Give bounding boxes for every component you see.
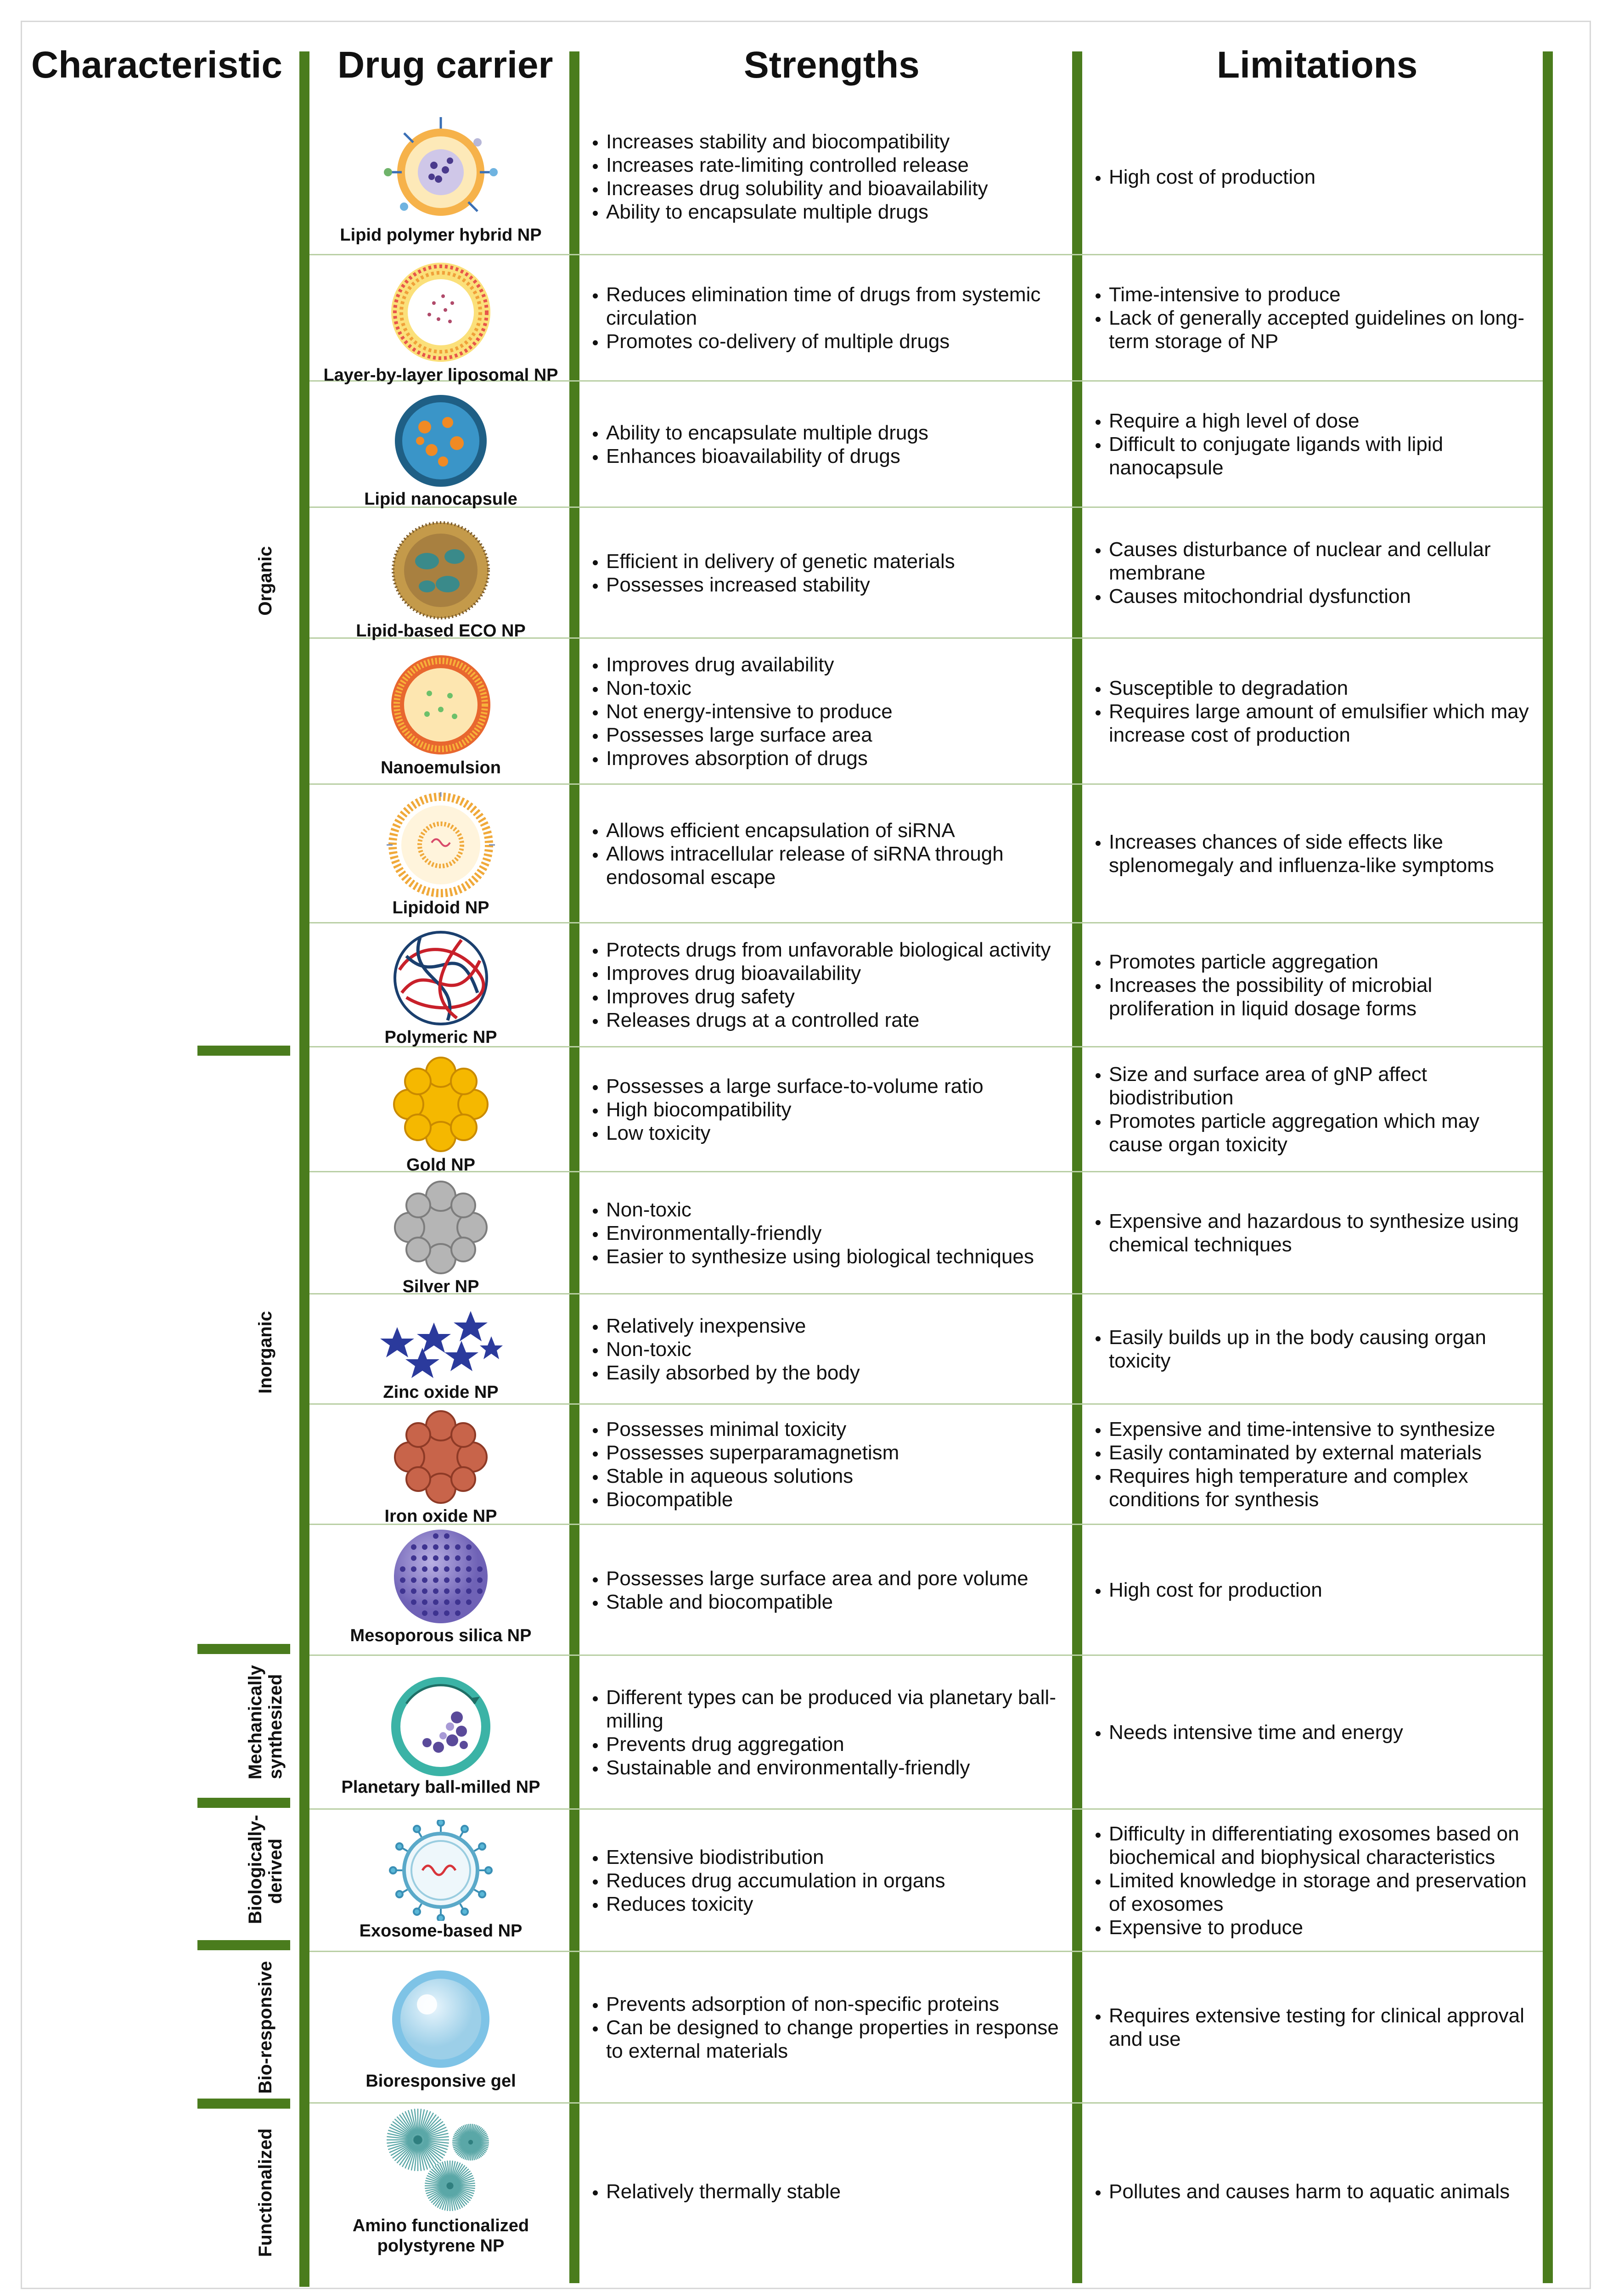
bullet-list (1086, 283, 1538, 353)
strengths-cell (583, 507, 1068, 638)
bullet-list (583, 1075, 1068, 1145)
carrier-lipid-polymer-hybrid-np (305, 115, 576, 245)
header-limitations: Limitations (1217, 44, 1418, 86)
bullet-list (1086, 1721, 1538, 1744)
lipidoid-np-icon (386, 792, 496, 898)
carrier-gold-np (305, 1054, 576, 1175)
strengths-cell (583, 1294, 1068, 1404)
bullet-item: • Different types can be produced via planetary ball-milling (606, 1686, 1068, 1733)
limitations-cell (1086, 507, 1538, 638)
carrier-label: Lipid-based ECO NP (356, 621, 526, 641)
bullet-item: • Lack of generally accepted guidelines on long-term storage of NP (1109, 306, 1538, 353)
carrier-label: Lipid nanocapsule (364, 490, 517, 509)
limitations-cell (1086, 1809, 1538, 1952)
bullet-list (583, 1846, 1068, 1916)
bullet-item: • Improves drug bioavailability (606, 962, 1068, 985)
bullet-list (583, 1686, 1068, 1779)
bullet-list (583, 1314, 1068, 1384)
amino-functionalized-polystyrene-np-icon (381, 2105, 500, 2216)
lipid-nanocapsule-icon (388, 393, 494, 489)
limitations-cell (1086, 1952, 1538, 2103)
bullet-item: • Can be designed to change properties in response to external materials (606, 2016, 1068, 2063)
bullet-item: • Relatively thermally stable (606, 2180, 1068, 2203)
bullet-item: • Easily absorbed by the body (606, 1361, 1068, 1384)
category-separator-1 (197, 1046, 290, 1056)
bullet-item: • Allows intracellular release of siRNA through endosomal escape (606, 842, 1068, 889)
limitations-cell (1086, 99, 1538, 255)
bullet-item: • Protects drugs from unfavorable biological activity (606, 938, 1068, 962)
bullet-item: • Needs intensive time and energy (1109, 1721, 1538, 1744)
column-divider-3 (1072, 51, 1082, 2283)
polymeric-np-icon (388, 929, 494, 1027)
bullet-list (1086, 1063, 1538, 1156)
bullet-item: • Non-toxic (606, 1338, 1068, 1361)
gold-np-icon (388, 1054, 494, 1155)
bullet-list (583, 130, 1068, 224)
bullet-list (583, 653, 1068, 770)
layer-by-layer-liposomal-np-icon (383, 259, 498, 365)
strengths-cell (583, 1655, 1068, 1809)
bullet-item: • Non-toxic (606, 1198, 1068, 1221)
category-label-organic: Organic (255, 546, 275, 616)
bullet-list (583, 550, 1068, 597)
bullet-item: • Requires extensive testing for clinical approval and use (1109, 2004, 1538, 2051)
strengths-cell (583, 99, 1068, 255)
planetary-ball-milled-np-icon (388, 1676, 494, 1777)
carrier-nanoemulsion (305, 652, 576, 778)
bullet-item: • Easily builds up in the body causing organ toxicity (1109, 1326, 1538, 1373)
strengths-cell (583, 1047, 1068, 1172)
bullet-item: • Efficient in delivery of genetic materials (606, 550, 1068, 573)
strengths-cell (583, 1404, 1068, 1525)
bullet-item: • Increases rate-limiting controlled release (606, 153, 1068, 177)
bullet-item: • Ability to encapsulate multiple drugs (606, 200, 1068, 224)
limitations-cell (1086, 255, 1538, 381)
strengths-cell (583, 381, 1068, 507)
bullet-list (1086, 676, 1538, 747)
carrier-amino-functionalized-polystyrene-np (305, 2105, 576, 2256)
category-label-functionalized: Functionalized (255, 2128, 275, 2257)
limitations-cell (1086, 784, 1538, 923)
category-label-biologically-derived: Biologically-derived (245, 1815, 286, 1924)
carrier-bioresponsive-gel (305, 1968, 576, 2091)
bullet-item: • Biocompatible (606, 1488, 1068, 1511)
bullet-item: • Possesses large surface area and pore volume (606, 1567, 1068, 1590)
bullet-item: • Limited knowledge in storage and preservation of exosomes (1109, 1869, 1538, 1916)
bullet-item: • Promotes particle aggregation which may cause organ toxicity (1109, 1109, 1538, 1156)
carrier-layer-by-layer-liposomal-np (305, 259, 576, 385)
header-characteristic: Characteristic (31, 44, 282, 86)
bullet-item: • Increases drug solubility and bioavailability (606, 177, 1068, 200)
bullet-item: • Require a high level of dose (1109, 409, 1538, 433)
bullet-item: • Enhances bioavailability of drugs (606, 445, 1068, 468)
bullet-item: • Extensive biodistribution (606, 1846, 1068, 1869)
bullet-list (583, 283, 1068, 353)
bullet-item: • Increases stability and biocompatibility (606, 130, 1068, 153)
bullet-item: • Expensive and hazardous to synthesize using chemical techniques (1109, 1210, 1538, 1256)
carrier-label: Polymeric NP (384, 1028, 497, 1047)
category-label-bio-responsive: Bio-responsive (255, 1961, 275, 2094)
bullet-list (1086, 1822, 1538, 1939)
limitations-cell (1086, 1294, 1538, 1404)
bullet-item: • Not energy-intensive to produce (606, 700, 1068, 723)
strengths-cell (583, 255, 1068, 381)
bullet-list (583, 2180, 1068, 2203)
bullet-item: • Difficulty in differentiating exosomes based on biochemical and biophysical characteristics (1109, 1822, 1538, 1869)
bullet-list (1086, 1210, 1538, 1256)
carrier-planetary-ball-milled-np (305, 1676, 576, 1797)
bullet-item: • Causes disturbance of nuclear and cellular membrane (1109, 538, 1538, 585)
bullet-item: • Possesses superparamagnetism (606, 1441, 1068, 1464)
bullet-list (1086, 409, 1538, 479)
bullet-list (1086, 1578, 1538, 1602)
carrier-label: Exosome-based NP (359, 1921, 523, 1941)
bullet-list (1086, 538, 1538, 608)
category-separator-3 (197, 1798, 290, 1808)
bullet-list (583, 1567, 1068, 1614)
header-strengths: Strengths (744, 44, 920, 86)
nanoemulsion-icon (386, 652, 496, 758)
strengths-cell (583, 638, 1068, 784)
bullet-item: • High cost of production (1109, 165, 1538, 189)
bullet-list (1086, 830, 1538, 877)
bullet-item: • Prevents adsorption of non-specific proteins (606, 1992, 1068, 2016)
silver-np-icon (388, 1178, 494, 1277)
carrier-label: Lipidoid NP (392, 898, 489, 917)
carrier-mesoporous-silica-np (305, 1527, 576, 1646)
strengths-cell (583, 1172, 1068, 1294)
carrier-lipidoid-np (305, 792, 576, 918)
limitations-cell (1086, 2103, 1538, 2280)
bullet-list (583, 1992, 1068, 2063)
lipid-based-eco-np-icon (386, 520, 496, 621)
bullet-item: • Improves absorption of drugs (606, 747, 1068, 770)
bullet-item: • High cost for production (1109, 1578, 1538, 1602)
bullet-item: • Reduces elimination time of drugs from systemic circulation (606, 283, 1068, 330)
carrier-label: Amino functionalized polystyrene NP (352, 2216, 529, 2256)
bullet-item: • Increases the possibility of microbial proliferation in liquid dosage forms (1109, 974, 1538, 1020)
zinc-oxide-np-icon (379, 1304, 503, 1382)
carrier-label: Lipid polymer hybrid NP (340, 225, 542, 245)
limitations-cell (1086, 1047, 1538, 1172)
strengths-cell (583, 1525, 1068, 1655)
bullet-list (1086, 2004, 1538, 2051)
bullet-list (1086, 1418, 1538, 1511)
carrier-label: Zinc oxide NP (383, 1383, 499, 1402)
limitations-cell (1086, 1172, 1538, 1294)
bullet-item: • Requires high temperature and complex conditions for synthesis (1109, 1464, 1538, 1511)
carrier-zinc-oxide-np (305, 1304, 576, 1402)
bullet-item: • Low toxicity (606, 1121, 1068, 1145)
strengths-cell (583, 1952, 1068, 2103)
carrier-lipid-based-eco-np (305, 520, 576, 641)
bullet-list (1086, 2180, 1538, 2203)
carrier-exosome-based-np (305, 1820, 576, 1941)
bullet-item: • Promotes particle aggregation (1109, 950, 1538, 974)
bullet-list (1086, 1326, 1538, 1373)
bullet-item: • Pollutes and causes harm to aquatic animals (1109, 2180, 1538, 2203)
category-separator-2 (197, 1644, 290, 1654)
bullet-item: • Requires large amount of emulsifier which may increase cost of production (1109, 700, 1538, 747)
bullet-item: • Ability to encapsulate multiple drugs (606, 421, 1068, 445)
strengths-cell (583, 784, 1068, 923)
category-label-inorganic: Inorganic (255, 1311, 275, 1394)
bullet-item: • Time-intensive to produce (1109, 283, 1538, 306)
bullet-list (583, 1418, 1068, 1511)
lipid-polymer-hybrid-np-icon (381, 115, 500, 225)
bullet-list (583, 819, 1068, 889)
bullet-item: • Allows efficient encapsulation of siRNA (606, 819, 1068, 842)
bullet-item: • Improves drug safety (606, 985, 1068, 1008)
bullet-item: • Causes mitochondrial dysfunction (1109, 585, 1538, 608)
bullet-list (583, 1198, 1068, 1268)
bullet-item: • Non-toxic (606, 676, 1068, 700)
bullet-item: • Easier to synthesize using biological techniques (606, 1245, 1068, 1268)
limitations-cell (1086, 381, 1538, 507)
limitations-cell (1086, 923, 1538, 1047)
bullet-item: • Sustainable and environmentally-friendly (606, 1756, 1068, 1779)
carrier-polymeric-np (305, 929, 576, 1047)
limitations-cell (1086, 638, 1538, 784)
carrier-label: Gold NP (406, 1155, 475, 1175)
bullet-item: • Reduces drug accumulation in organs (606, 1869, 1068, 1892)
carrier-label: Nanoemulsion (381, 758, 501, 777)
strengths-cell (583, 1809, 1068, 1952)
column-divider-4 (1543, 51, 1553, 2283)
bullet-list (1086, 165, 1538, 189)
bullet-item: • High biocompatibility (606, 1098, 1068, 1121)
bullet-item: • Environmentally-friendly (606, 1221, 1068, 1245)
bullet-item: • Prevents drug aggregation (606, 1733, 1068, 1756)
exosome-based-np-icon (386, 1820, 496, 1921)
bioresponsive-gel-icon (386, 1968, 496, 2071)
carrier-label: Mesoporous silica NP (350, 1626, 532, 1645)
bullet-item: • Stable in aqueous solutions (606, 1464, 1068, 1488)
bullet-item: • Easily contaminated by external materials (1109, 1441, 1538, 1464)
bullet-item: • Promotes co-delivery of multiple drugs (606, 330, 1068, 353)
category-separator-4 (197, 1940, 290, 1950)
carrier-label: Bioresponsive gel (365, 2071, 516, 2091)
carrier-lipid-nanocapsule (305, 393, 576, 509)
bullet-list (1086, 950, 1538, 1020)
carrier-label: Silver NP (402, 1277, 479, 1296)
bullet-item: • Size and surface area of gNP affect biodistribution (1109, 1063, 1538, 1109)
carrier-label: Iron oxide NP (384, 1507, 497, 1526)
bullet-item: • Possesses large surface area (606, 723, 1068, 747)
carrier-iron-oxide-np (305, 1407, 576, 1526)
bullet-item: • Difficult to conjugate ligands with lipid nanocapsule (1109, 433, 1538, 479)
strengths-cell (583, 2103, 1068, 2280)
bullet-item: • Expensive to produce (1109, 1916, 1538, 1939)
bullet-item: • Reduces toxicity (606, 1892, 1068, 1916)
bullet-item: • Relatively inexpensive (606, 1314, 1068, 1338)
bullet-item: • Possesses minimal toxicity (606, 1418, 1068, 1441)
carrier-label: Planetary ball-milled NP (341, 1778, 540, 1797)
bullet-item: • Improves drug availability (606, 653, 1068, 676)
strengths-cell (583, 923, 1068, 1047)
category-separator-5 (197, 2099, 290, 2109)
iron-oxide-np-icon (388, 1407, 494, 1506)
bullet-item: • Possesses a large surface-to-volume ratio (606, 1075, 1068, 1098)
limitations-cell (1086, 1404, 1538, 1525)
bullet-list (583, 421, 1068, 468)
header-drug-carrier: Drug carrier (337, 44, 553, 86)
category-label-mechanically-synthesized: Mechanically synthesized (245, 1665, 286, 1779)
carrier-silver-np (305, 1178, 576, 1297)
limitations-cell (1086, 1655, 1538, 1809)
mesoporous-silica-np-icon (388, 1527, 494, 1626)
carrier-label: Layer-by-layer liposomal NP (323, 366, 558, 385)
bullet-item: • Releases drugs at a controlled rate (606, 1008, 1068, 1032)
bullet-item: • Stable and biocompatible (606, 1590, 1068, 1614)
limitations-cell (1086, 1525, 1538, 1655)
bullet-item: • Susceptible to degradation (1109, 676, 1538, 700)
bullet-list (583, 938, 1068, 1032)
bullet-item: • Possesses increased stability (606, 573, 1068, 597)
bullet-item: • Expensive and time-intensive to synthesize (1109, 1418, 1538, 1441)
bullet-item: • Increases chances of side effects like splenomegaly and influenza-like symptoms (1109, 830, 1538, 877)
